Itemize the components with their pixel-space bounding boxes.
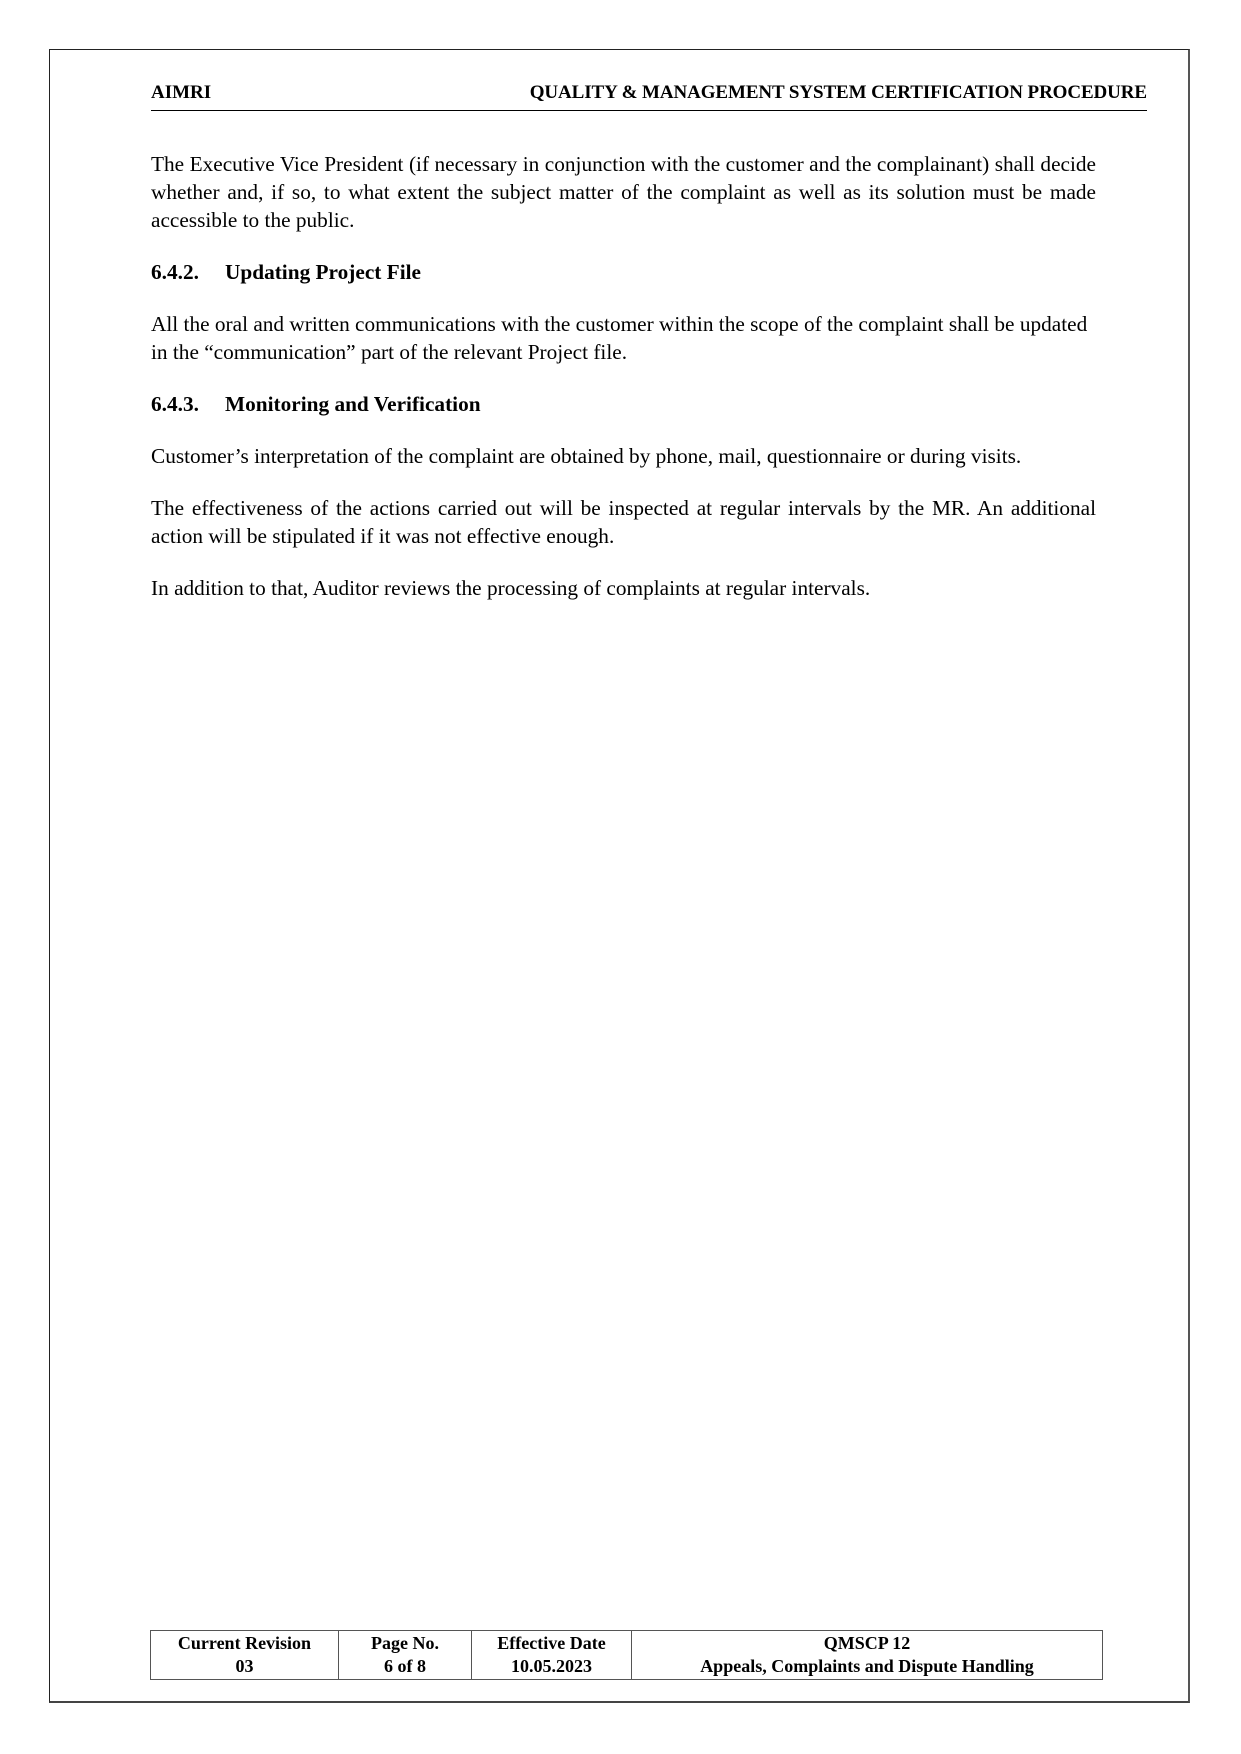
current-revision-value: 03 [235, 1656, 254, 1676]
document-control-footer [150, 1630, 1103, 1680]
section-number: 6.4.2. [151, 260, 199, 284]
section-paragraph: The effectiveness of the actions carried out will be inspected at regular intervals by the MR. An additional action will be stipulated if it was not effective enough. [151, 496, 1096, 548]
document-code: QMSCP 12 [823, 1633, 911, 1653]
section-title: Updating Project File [225, 260, 421, 284]
section-paragraph: Customer’s interpretation of the complaint are obtained by phone, mail, questionnaire or during visits. [151, 444, 1022, 468]
section-paragraph: All the oral and written communications with the customer within the scope of the complaint shall be updated in the “communication” part of the relevant Project file. [151, 312, 1088, 364]
page-content [151, 150, 1096, 626]
effective-date-value: 10.05.2023 [511, 1656, 592, 1676]
section-paragraph: In addition to that, Auditor reviews the processing of complaints at regular intervals. [151, 576, 871, 600]
page-number-label: Page No. [371, 1633, 439, 1653]
current-revision-cell [151, 1631, 339, 1680]
section-title: Monitoring and Verification [225, 392, 481, 416]
page-header [151, 80, 1147, 111]
document-name: Appeals, Complaints and Dispute Handling [700, 1656, 1034, 1676]
page-number-cell [339, 1631, 472, 1680]
page-number-value: 6 of 8 [384, 1656, 426, 1676]
effective-date-cell [472, 1631, 632, 1680]
section-heading-6-4-3 [151, 390, 1096, 418]
document-title: QUALITY & MANAGEMENT SYSTEM CERTIFICATION PROCEDURE [529, 82, 1147, 103]
section-heading-6-4-2 [151, 258, 1096, 286]
organization-name: AIMRI [151, 82, 212, 103]
effective-date-label: Effective Date [497, 1633, 606, 1653]
document-id-cell [632, 1631, 1103, 1680]
footer-row [151, 1631, 1103, 1680]
current-revision-label: Current Revision [177, 1633, 312, 1653]
intro-paragraph: The Executive Vice President (if necessary in conjunction with the customer and the complainant) shall decide whether and, if so, to what extent the subject matter of the complaint as well as its solution must be made accessible to the public. [151, 152, 1096, 232]
section-number: 6.4.3. [151, 392, 199, 416]
